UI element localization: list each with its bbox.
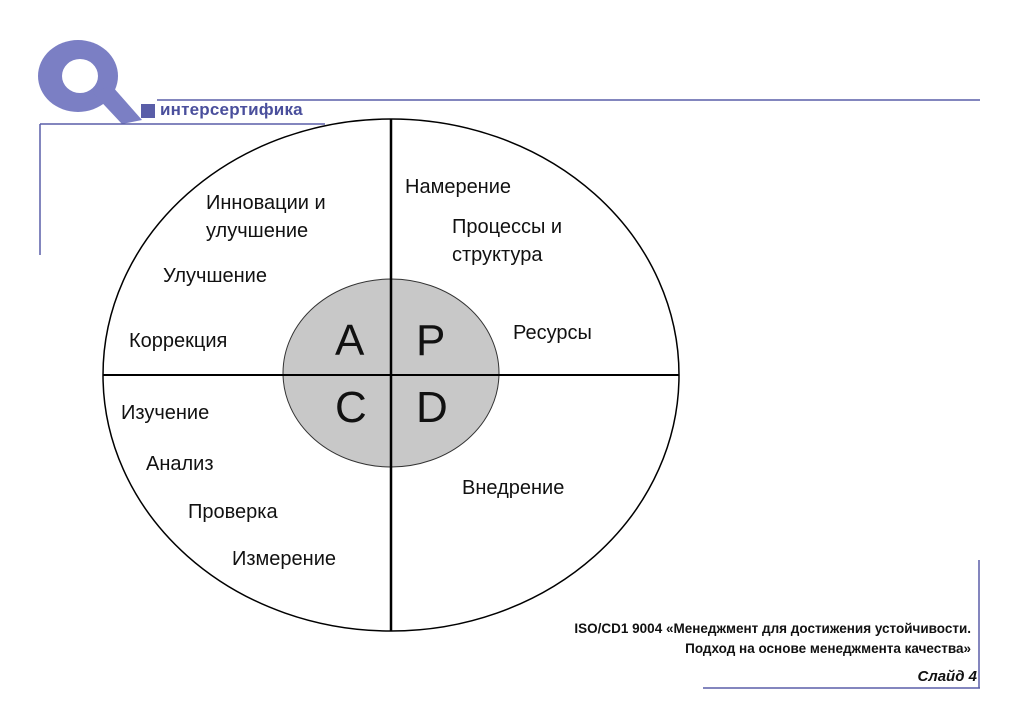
act-correction-label: Коррекция bbox=[129, 330, 228, 352]
footer-reference-line2: Подход на основе менеджмента качества» bbox=[685, 641, 971, 656]
letter-p: P bbox=[416, 316, 446, 365]
footer-reference-line1: ISO/CD1 9004 «Менеджмент для достижения устойчивости. bbox=[574, 621, 971, 636]
brand-name: интерсертифика bbox=[160, 100, 303, 119]
check-analysis-label: Анализ bbox=[146, 453, 214, 475]
plan-intent-label: Намерение bbox=[405, 176, 512, 198]
plan-resources-label: Ресурсы bbox=[513, 322, 592, 344]
act-improvement-label: Улучшение bbox=[163, 265, 267, 287]
do-implementation-label: Внедрение bbox=[462, 477, 565, 499]
letter-d: D bbox=[416, 383, 448, 432]
letter-c: C bbox=[335, 383, 367, 432]
check-review-label: Проверка bbox=[188, 501, 278, 523]
act-innovation-label: Инновации и улучшение bbox=[206, 192, 326, 242]
check-measurement-label: Измерение bbox=[232, 548, 337, 570]
slide-number: Слайд 4 bbox=[917, 668, 977, 685]
plan-processes-label: Процессы и структура bbox=[452, 216, 563, 266]
letter-a: A bbox=[335, 316, 365, 365]
check-study-label: Изучение bbox=[121, 402, 210, 424]
